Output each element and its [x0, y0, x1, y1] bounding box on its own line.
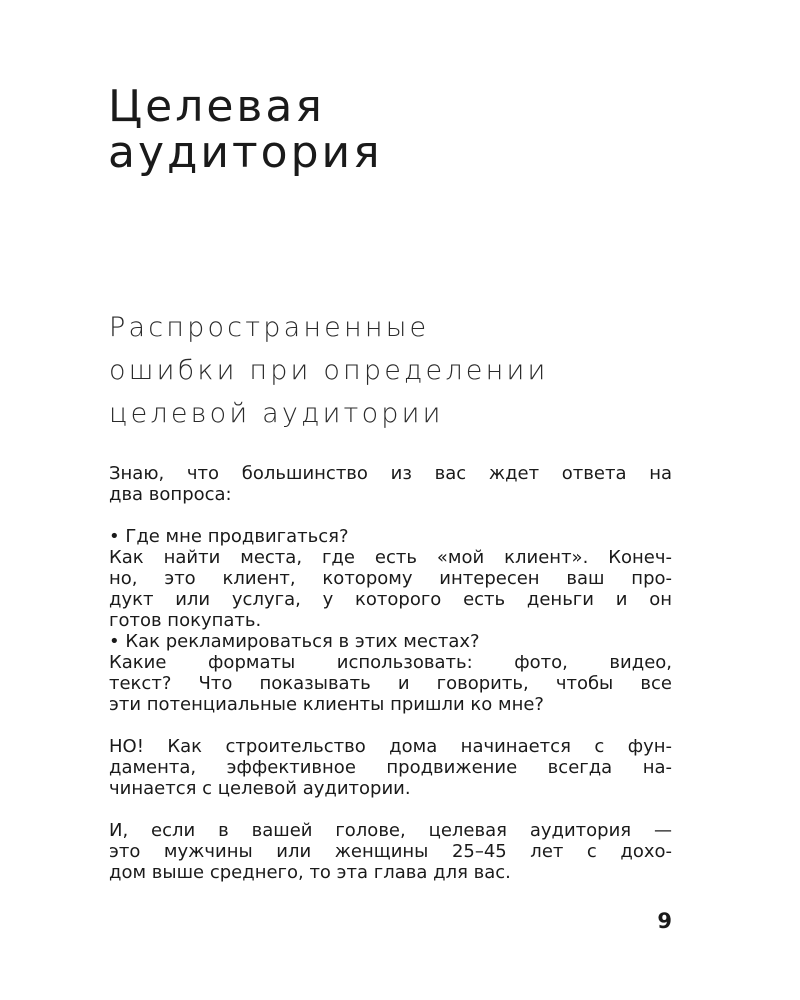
paragraph-gap	[109, 505, 672, 526]
section-title	[109, 306, 749, 435]
question-2-line-2: текст? Что показывать и говорить, чтобы все	[109, 673, 672, 694]
page-number: 9	[657, 909, 672, 933]
paragraph-gap	[109, 715, 672, 736]
question-1-line-1: Как найти места, где есть «мой клиент». Конеч-	[109, 547, 672, 568]
question-1-heading: • Где мне продвигаться?	[109, 526, 349, 547]
intro-line-2: два вопроса:	[109, 484, 232, 505]
question-1-line-3: дукт или услуга, у которого есть деньги и он	[109, 589, 672, 610]
question-2-line-3: эти потенциальные клиенты пришли ко мне?	[109, 694, 544, 715]
intro-line-1: Знаю, что большинство из вас ждет ответа на	[109, 463, 672, 484]
section-title-line-3: целевой аудитории	[109, 398, 444, 429]
paragraph-3-line-2: это мужчины или женщины 25–45 лет с дохо-	[109, 841, 672, 862]
paragraph-2-line-1: НО! Как строительство дома начинается с фун-	[109, 736, 672, 757]
chapter-title-line-1: Целевая	[108, 81, 325, 132]
body-text	[109, 463, 672, 883]
question-2-line-1: Какие форматы использовать: фото, видео,	[109, 652, 672, 673]
paragraph-3-line-1: И, если в вашей голове, целевая аудитория —	[109, 820, 672, 841]
chapter-title-line-2: аудитория	[108, 127, 383, 178]
question-1-line-4: готов покупать.	[109, 610, 262, 631]
question-2-heading: • Как рекламироваться в этих местах?	[109, 631, 480, 652]
paragraph-3-line-3: дом выше среднего, то эта глава для вас.	[109, 862, 511, 883]
section-title-line-2: ошибки при определении	[109, 355, 549, 386]
paragraph-2-line-3: чинается с целевой аудитории.	[109, 778, 411, 799]
question-1-line-2: но, это клиент, которому интересен ваш про-	[109, 568, 672, 589]
paragraph-gap	[109, 799, 672, 820]
paragraph-2-line-2: дамента, эффективное продвижение всегда на-	[109, 757, 672, 778]
section-title-line-1: Распространенные	[109, 312, 430, 343]
chapter-title	[108, 81, 748, 178]
